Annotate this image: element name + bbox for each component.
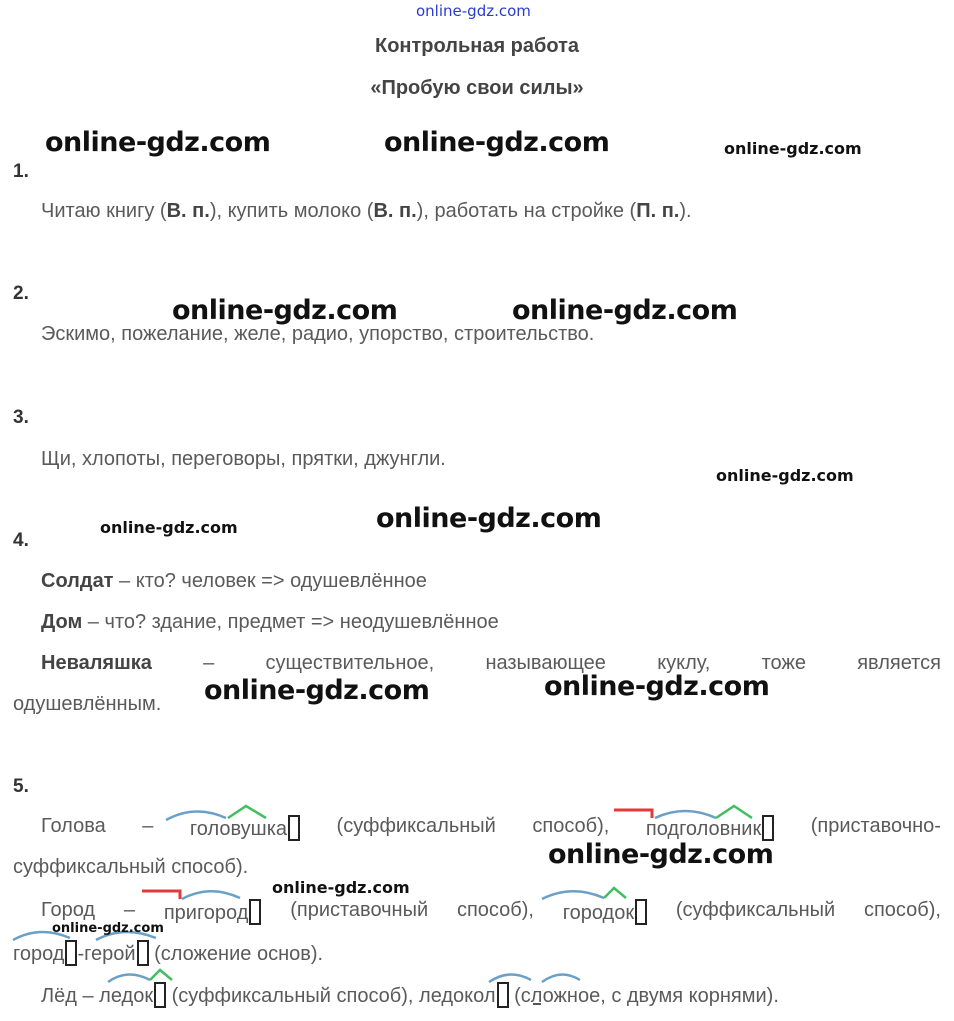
watermark: online-gdz.com: [376, 503, 602, 534]
task-4-number: 4.: [13, 530, 29, 551]
task-1-number: 1.: [13, 161, 29, 182]
null-ending-box: [497, 982, 509, 1008]
task-2-text: Эскимо, пожелание, желе, радио, упорство, строительство.: [41, 323, 595, 345]
task-4-line-4: одушевлённым.: [13, 693, 162, 715]
task-5-line-5: Лёд – ледок (суффиксальный способ), ледокол (сложное, с двумя корнями).: [41, 982, 779, 1008]
task-5-line-3: Город – пригород (приставочный способ), городок (суффиксальный способ),: [41, 899, 941, 924]
null-ending-box: [288, 815, 300, 841]
watermark: online-gdz.com: [204, 675, 430, 706]
task-2-number: 2.: [13, 283, 29, 304]
task-5-line-2: суффиксальный способ).: [13, 856, 249, 878]
page-subtitle: «Пробую свои силы»: [370, 77, 584, 99]
task-5-line-1: Голова – головушка (суффиксальный способ), подголовник (приставочно-: [41, 815, 941, 840]
task-4-line-3: Неваляшка – существительное, называющее куклу, тоже является: [41, 652, 941, 674]
suffix-mark: [150, 970, 172, 980]
suffix-mark: [604, 888, 626, 898]
watermark: online-gdz.com: [716, 466, 854, 485]
task-1-text: Читаю книгу (В. п.), купить молоко (В. п.), работать на стройке (П. п.).: [41, 200, 692, 222]
root-arc: [182, 891, 240, 899]
null-ending-box: [137, 940, 149, 966]
root-arc: [542, 974, 580, 982]
root-arc: [489, 974, 531, 982]
task-3-number: 3.: [13, 407, 29, 428]
task-5-number: 5.: [13, 776, 29, 797]
watermark: online-gdz.com: [45, 127, 271, 158]
null-ending-box: [154, 982, 166, 1008]
task-4-line-2: Дом – что? здание, предмет => неодушевлённое: [41, 611, 499, 633]
watermark: online-gdz.com: [52, 921, 164, 936]
null-ending-box: [65, 940, 77, 966]
null-ending-box: [635, 899, 647, 925]
watermark: online-gdz.com: [544, 671, 770, 702]
null-ending-box: [249, 899, 261, 925]
task-5-line-4: город -герой (сложение основ).: [13, 940, 323, 966]
root-arc: [108, 974, 150, 982]
prefix-mark: [142, 891, 180, 899]
task-4-line-1: Солдат – кто? человек => одушевлённое: [41, 570, 427, 592]
watermark: online-gdz.com: [272, 878, 410, 897]
task-3-text: Щи, хлопоты, переговоры, прятки, джунгли.: [41, 448, 446, 470]
page-title: Контрольная работа: [375, 35, 579, 57]
null-ending-box: [762, 815, 774, 841]
watermark: online-gdz.com: [100, 518, 238, 537]
watermark: online-gdz.com: [172, 295, 398, 326]
watermark: online-gdz.com: [512, 295, 738, 326]
site-tag: online-gdz.com: [416, 2, 531, 20]
watermark: online-gdz.com: [384, 127, 610, 158]
watermark: online-gdz.com: [724, 139, 862, 158]
root-arc: [542, 891, 604, 899]
watermark: online-gdz.com: [548, 839, 774, 870]
